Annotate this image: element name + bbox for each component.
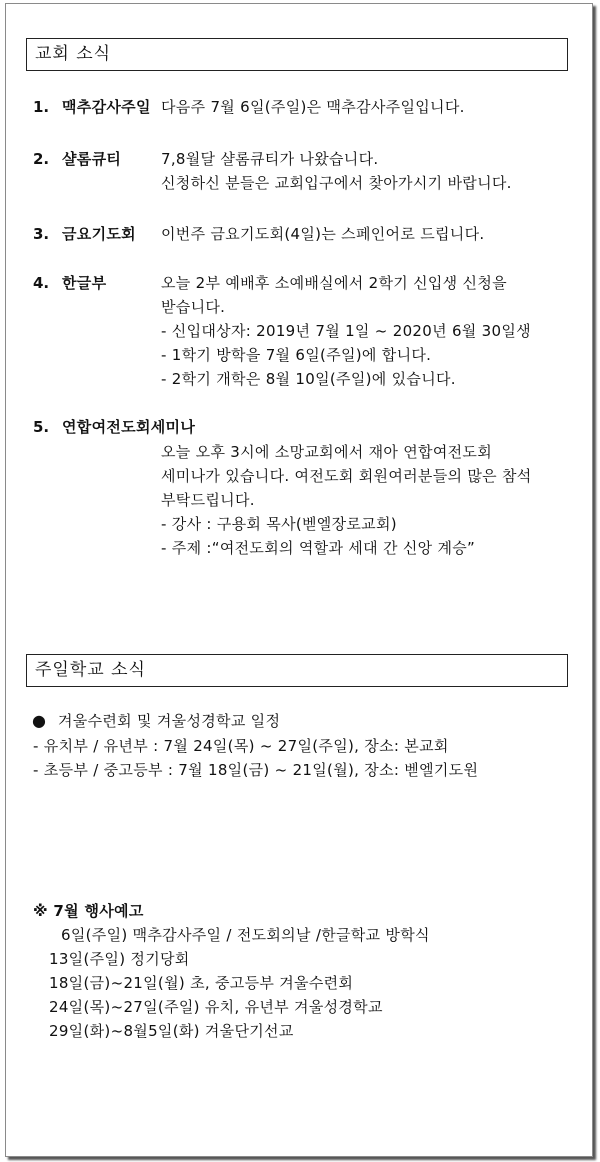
july-event-line: 6일(주일) 맥추감사주일 / 전도회의날 /한글학교 방학식 [61,926,430,944]
item-2-line: 신청하신 분들은 교회입구에서 찾아가시기 바랍니다. [161,174,512,192]
item-2-line: 7,8월달 샬롬큐티가 나왔습니다. [161,150,379,168]
church-news-header: 교회 소식 [26,38,568,71]
item-5-number: 5. [33,418,50,436]
july-event-line: 18일(금)~21일(월) 초, 중고등부 겨울수련회 [49,974,354,992]
item-4-title: 한글부 [62,274,107,292]
item-5-line: 세미나가 있습니다. 여전도회 회원여러분들의 많은 참석 [161,467,532,485]
item-3-line: 이번주 금요기도회(4일)는 스페인어로 드립니다. [161,225,485,243]
item-5-line: - 강사 : 구용회 목사(벧엘장로교회) [161,515,397,533]
item-5-line: 오늘 오후 3시에 소망교회에서 재아 연합여전도회 [161,443,492,461]
bullet-icon: ● [32,711,47,730]
item-3-title: 금요기도회 [62,225,136,243]
july-events-title: ※ 7월 행사예고 [33,902,144,920]
sunday-school-line: - 초등부 / 중고등부 : 7월 18일(금) ~ 21일(월), 장소: 벧엘기도원 [33,761,479,779]
item-5-line: - 주제 :“여전도회의 역할과 세대 간 신앙 계승” [161,539,476,557]
item-4-number: 4. [33,274,50,292]
item-4-line: - 1학기 방학을 7월 6일(주일)에 합니다. [161,346,432,364]
sunday-school-title: 겨울수련회 및 겨울성경학교 일정 [58,712,281,730]
item-1-title: 맥추감사주일 [62,98,151,116]
item-5-title: 연합여전도회세미나 [62,418,196,436]
sunday-school-header: 주일학교 소식 [26,654,568,687]
item-4-line: 받습니다. [161,298,226,316]
sunday-school-line: - 유치부 / 유년부 : 7월 24일(목) ~ 27일(주일), 장소: 본교회 [33,737,449,755]
july-event-line: 24일(목)~27일(주일) 유치, 유년부 겨울성경학교 [49,998,383,1016]
item-4-line: 오늘 2부 예배후 소예배실에서 2학기 신입생 신청을 [161,274,507,292]
item-1-number: 1. [33,98,50,116]
item-3-number: 3. [33,225,50,243]
item-4-line: - 신입대상자: 2019년 7월 1일 ~ 2020년 6월 30일생 [161,322,531,340]
item-5-line: 부탁드립니다. [161,491,255,509]
item-4-line: - 2학기 개학은 8월 10일(주일)에 있습니다. [161,370,456,388]
july-event-line: 29일(화)~8월5일(화) 겨울단기선교 [49,1022,294,1040]
item-2-title: 샬롬큐티 [62,150,122,168]
item-1-line: 다음주 7월 6일(주일)은 맥추감사주일입니다. [161,98,465,116]
item-2-number: 2. [33,150,50,168]
july-event-line: 13일(주일) 정기당회 [49,950,190,968]
